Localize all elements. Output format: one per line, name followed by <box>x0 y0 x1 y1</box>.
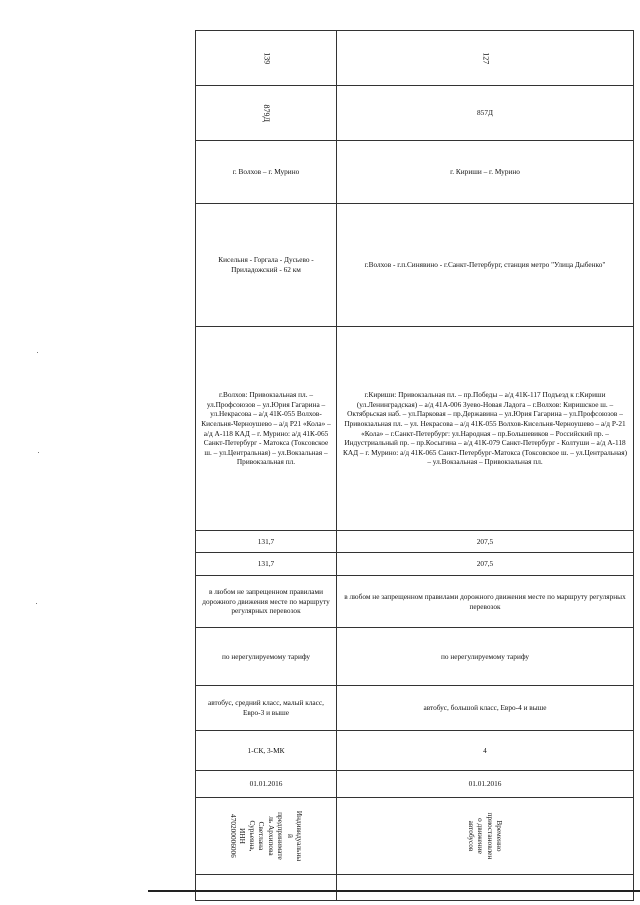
route-registry-table <box>195 30 634 901</box>
scan-edge-line <box>148 890 640 892</box>
cell-number-right: 127 <box>337 31 634 86</box>
row-length-backward <box>196 553 634 576</box>
cell-date-right: 01.01.2016 <box>337 771 634 798</box>
row-vehicle-class <box>196 686 634 731</box>
scan-speck <box>38 452 39 453</box>
row-carrier <box>196 798 634 875</box>
cell-streets-left: г.Волхов: Привокзальная пл. – ул.Профсоюзов – ул.Юрия Гагарина – ул.Некрасова – а/д 41К-055 Волхов-Кисельня-Черноушево – а/д Р21 «Кола» – а/д А-118 КАД – г. Мурино: а/д 41К-065 Санкт-Петербург - Матокса (Токсовское ш. – ул.Центральная) – ул.Вокзальная – Привокзальная пл. <box>196 327 337 531</box>
row-boarding-procedure <box>196 576 634 628</box>
cell-route-name-right: г. Кириши – г. Мурино <box>337 141 634 204</box>
row-vehicle-count <box>196 731 634 771</box>
cell-vehicle-left: автобус, средний класс, малый класс, Евро-3 и выше <box>196 686 337 731</box>
cell-boarding-left: в любом не запрещенном правилами дорожного движения месте по маршруту регулярных перевозок <box>196 576 337 628</box>
row-route-number <box>196 31 634 86</box>
cell-carrier-right <box>337 798 634 875</box>
carrier-right-text: Временно приостановлен о движение автобусов <box>466 812 504 860</box>
cell-regnum-right: 857Д <box>337 86 634 141</box>
row-streets <box>196 327 634 531</box>
cell-length-fwd-right: 207,5 <box>337 531 634 553</box>
cell-number-left: 139 <box>196 31 337 86</box>
cell-streets-right: г.Кириши: Привокзальная пл. – пр.Победы – а/д 41К-117 Подъезд к г.Кириши (ул.Ленинградская) – а/д 41А-006 Зуево-Новая Ладога – г.Волхов: Киришское ш. – Октябрьская наб. – ул.Парковая – пр.Державина – ул.Юрия Гагарина – ул.Профсоюзов – Привокзальная пл. – ул. Некрасова – а/д 41К-055 Волхов-Кисельня-Черноушево – а/д Р-21 «Кола» – г.Санкт-Петербург: ул.Народная – пр.Большевиков – Российский пр. – Индустриальный пр. – пр.Косыгина – а/д 41К-079 Санкт-Петербург - Колтуши – а/д А-118 КАД – г. Мурино: а/д 41К-065 Санкт-Петербург-Матокса (Токсовское ш. – ул.Центральная) – ул.Вокзальная – Привокзальная пл. <box>337 327 634 531</box>
cell-length-back-right: 207,5 <box>337 553 634 576</box>
cell-date-left: 01.01.2016 <box>196 771 337 798</box>
cell-stops-right: г.Волхов - г.п.Синявино - г.Санкт-Петербург, станция метро "Улица Дыбенко" <box>337 204 634 327</box>
cell-boarding-right: в любом не запрещенном правилами дорожного движения месте по маршруту регулярных перевозок <box>337 576 634 628</box>
cell-count-right: 4 <box>337 731 634 771</box>
row-length-forward <box>196 531 634 553</box>
cell-regnum-left: 879Д <box>196 86 337 141</box>
cell-length-back-left: 131,7 <box>196 553 337 576</box>
row-intermediate-stops <box>196 204 634 327</box>
cell-tariff-left: по нерегулируемому тарифу <box>196 628 337 686</box>
scan-speck <box>36 603 37 604</box>
carrier-left-text: Индивидуальны й предпринимате ль Архипова Светлана Сурьевна, ИНН 470200006006 <box>228 810 304 862</box>
cell-tariff-right: по нерегулируемому тарифу <box>337 628 634 686</box>
cell-carrier-left <box>196 798 337 875</box>
row-registration-number <box>196 86 634 141</box>
scan-speck <box>37 352 38 353</box>
cell-stops-left: Кисельня - Горгала - Дусьево - Приладожский - 62 км <box>196 204 337 327</box>
cell-route-name-left: г. Волхов – г. Мурино <box>196 141 337 204</box>
row-route-name <box>196 141 634 204</box>
cell-vehicle-right: автобус, большой класс, Евро-4 и выше <box>337 686 634 731</box>
cell-length-fwd-left: 131,7 <box>196 531 337 553</box>
row-tariff <box>196 628 634 686</box>
cell-count-left: 1-СК, 3-МК <box>196 731 337 771</box>
